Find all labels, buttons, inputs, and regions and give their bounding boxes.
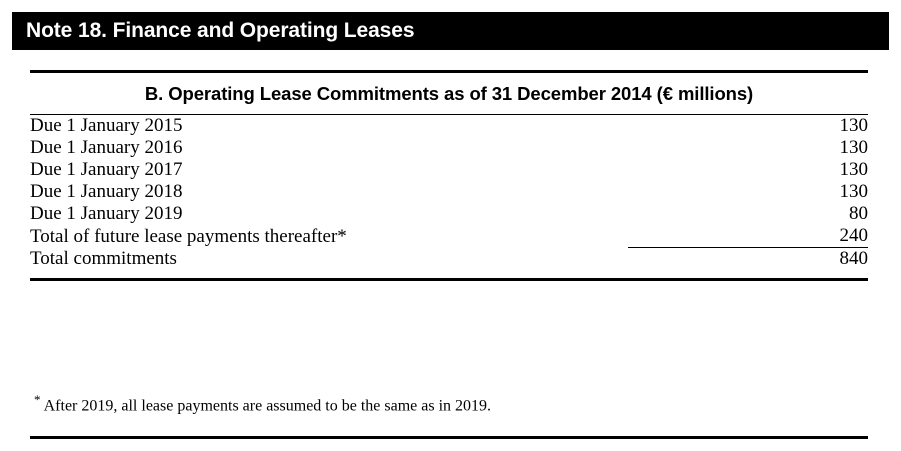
page-bottom-rule [30,436,868,439]
row-value: 130 [839,137,868,158]
row-label: Due 1 January 2015 [30,115,183,136]
table-row [30,159,868,181]
table-row [30,181,868,203]
row-label: Due 1 January 2016 [30,137,183,158]
table-bottom-rule [30,278,868,281]
row-label: Due 1 January 2017 [30,159,183,180]
row-value: 130 [839,115,868,136]
row-label: Due 1 January 2019 [30,203,183,224]
table-row [30,248,868,271]
row-value: 240 [628,225,868,248]
footnote-text: After 2019, all lease payments are assumed to be the same as in 2019. [40,397,492,415]
lease-rows-table [30,115,868,270]
table-body [30,115,868,270]
row-value: 840 [839,248,868,269]
lease-commitments-table [30,70,868,281]
table-row [30,225,868,248]
row-value: 130 [839,181,868,202]
row-label: Due 1 January 2018 [30,181,183,202]
table-row [30,137,868,159]
footnote-marker: * [34,392,41,407]
table-caption: B. Operating Lease Commitments as of 31 December 2014 (€ millions) [144,83,754,104]
table-row [30,203,868,225]
note-title-bar [12,12,889,50]
row-label: Total commitments [30,248,177,269]
footnote [34,392,491,415]
note-title: Note 18. Finance and Operating Leases [26,19,415,42]
row-value: 130 [839,159,868,180]
row-label: Total of future lease payments thereafter* [30,225,347,247]
row-value: 80 [849,203,868,224]
table-row [30,115,868,137]
